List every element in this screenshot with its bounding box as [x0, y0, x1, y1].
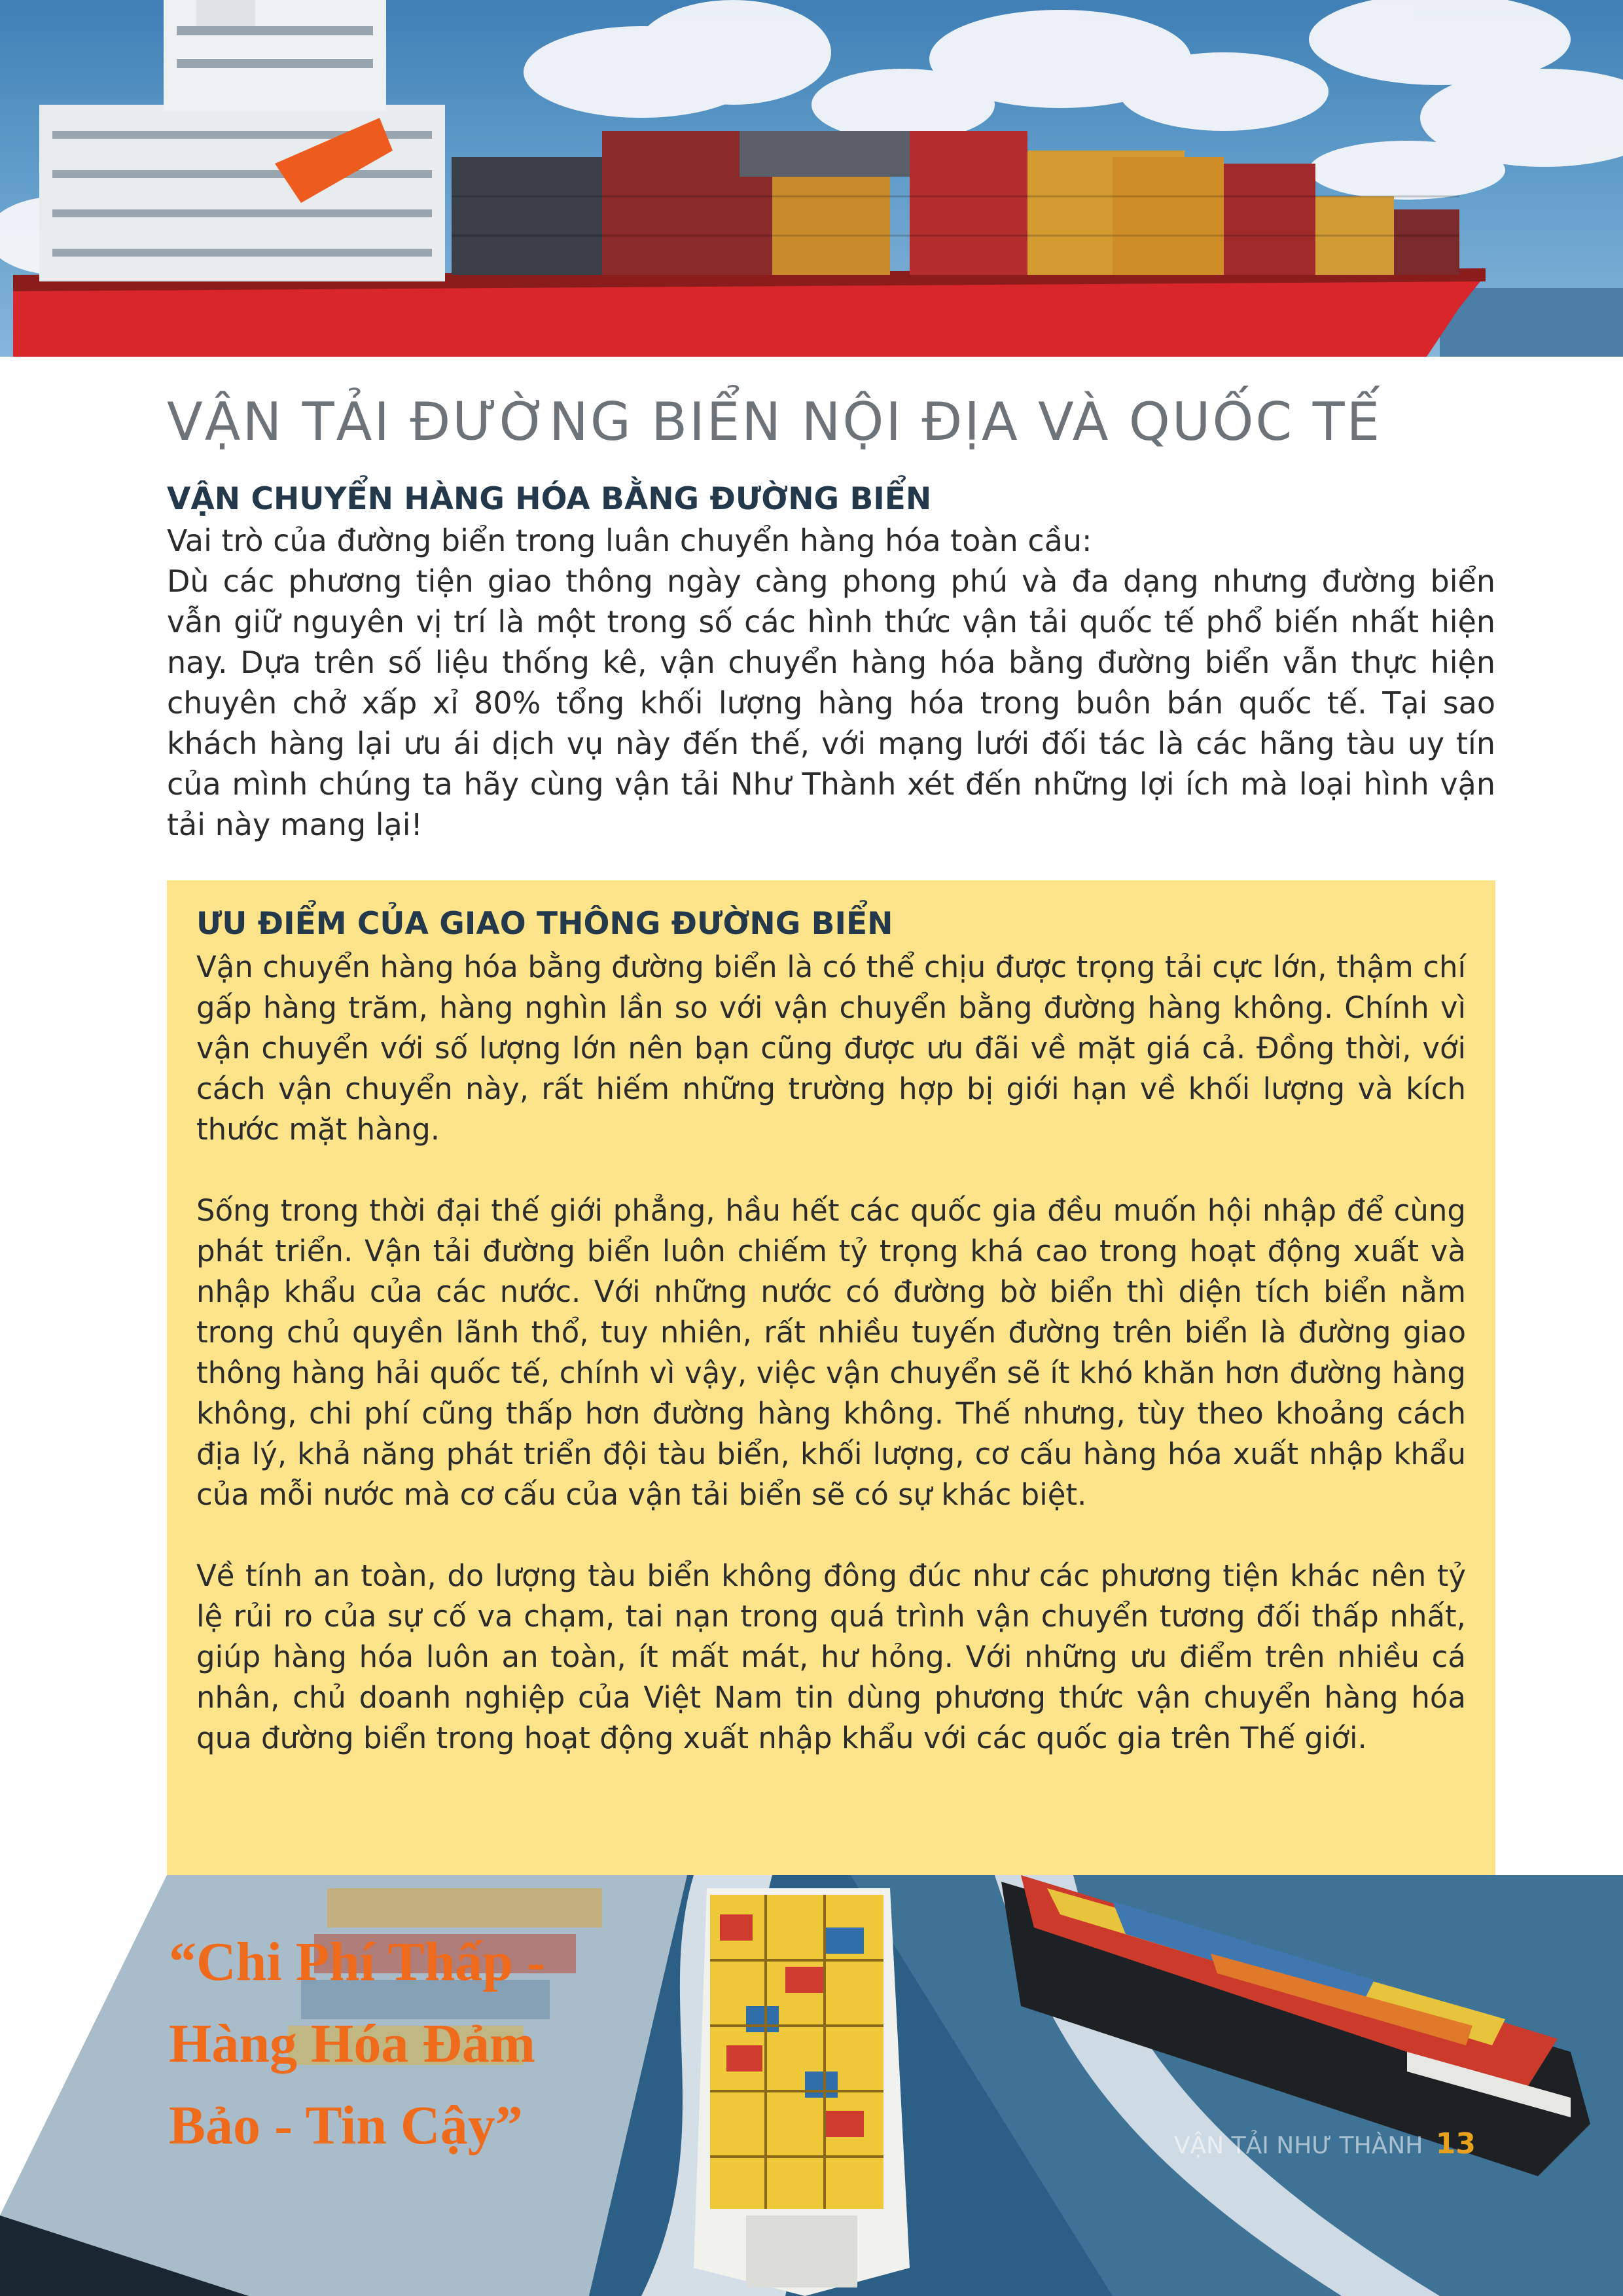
footer-brand: VẬN TẢI NHƯ THÀNH: [1173, 2132, 1423, 2159]
advantages-paragraph-1: Vận chuyển hàng hóa bằng đường biển là có thể chịu được trọng tải cực lớn, thậm chí gấp hàng trăm, hàng nghìn lần so với vận chuyển bằng đường hàng không. Chính vì vận chuyển với số lượng lớn nên bạn cũng được ưu đãi về mặt giá cả. Đồng thời, với cách vận chuyển này, rất hiếm những trường hợp bị giới hạn về khối lượng và kích thước mặt hàng.: [196, 950, 1466, 1147]
page-title: VẬN TẢI ĐƯỜNG BIỂN NỘI ĐỊA VÀ QUỐC TẾ: [167, 391, 1382, 452]
advantages-paragraph-2: Sống trong thời đại thế giới phẳng, hầu hết các quốc gia đều muốn hội nhập để cùng phát triển. Vận tải đường biển luôn chiếm tỷ trọng khá cao trong hoạt động xuất và nhập khẩu của các nước. Với những nước có đường bờ biển thì diện tích biển nằm trong chủ quyền lãnh thổ, tuy nhiên, rất nhiều tuyến đường trên biển là đường giao thông hàng hải quốc tế, chính vì vậy, việc vận chuyển sẽ ít khó khăn hơn đường hàng không, chi phí cũng thấp hơn đường hàng không. Thế nhưng, tùy theo khoảng cách địa lý, khả năng phát triển đội tàu biển, khối lượng, cơ cấu hàng hóa xuất nhập khẩu của mỗi nước mà cơ cấu của vận tải biển sẽ có sự khác biệt.: [196, 1193, 1466, 1512]
page-number: 13: [1435, 2127, 1476, 2161]
intro-lead: Vai trò của đường biển trong luân chuyển hàng hóa toàn cầu:: [167, 523, 1092, 558]
slogan-quote: [169, 1921, 666, 2166]
advantages-paragraph-3: Về tính an toàn, do lượng tàu biển không đông đúc như các phương tiện khác nên tỷ lệ rủi ro của sự cố va chạm, tai nạn trong quá trình vận chuyển tương đối thấp nhất, giúp hàng hóa luôn an toàn, ít mất mát, hư hỏng. Với những ưu điểm trên nhiều cá nhân, chủ doanh nghiệp của Việt Nam tin dùng phương thức vận chuyển hàng hóa qua đường biển trong hoạt động xuất nhập khẩu với các quốc gia trên Thế giới.: [196, 1558, 1466, 1755]
slogan-line-2: Hàng Hóa Đảm: [169, 2013, 536, 2074]
center-container-ship: [694, 1888, 910, 2296]
container-stacks: [452, 131, 1459, 275]
slogan-line-1: “Chi Phí Thấp -: [169, 1931, 545, 1992]
intro-section: [167, 520, 1495, 845]
section-heading: VẬN CHUYỂN HÀNG HÓA BẰNG ĐƯỜNG BIỂN: [167, 481, 932, 517]
page-footer: [1174, 2127, 1476, 2161]
intro-body: Dù các phương tiện giao thông ngày càng phong phú và đa dạng nhưng đường biển vẫn giữ nguyên vị trí là một trong số các hình thức vận tải quốc tế phổ biến nhất hiện nay. Dựa trên số liệu thống kê, vận chuyển hàng hóa bằng đường biển vẫn thực hiện chuyên chở xấp xỉ 80% tổng khối lượng hàng hóa trong buôn bán quốc tế. Tại sao khách hàng lại ưu ái dịch vụ này đến thế, với mạng lưới đối tác là các hãng tàu uy tín của mình chúng ta hãy cùng vận tải Như Thành xét đến những lợi ích mà loại hình vận tải này mang lại!: [167, 564, 1495, 842]
hero-ship-photo: [0, 0, 1623, 357]
advantages-heading: ƯU ĐIỂM CỦA GIAO THÔNG ĐƯỜNG BIỂN: [196, 906, 893, 942]
slogan-line-3: Bảo - Tin Cậy”: [169, 2095, 523, 2156]
container-ship-illustration: [0, 0, 1623, 357]
advantages-box: [167, 880, 1495, 1875]
